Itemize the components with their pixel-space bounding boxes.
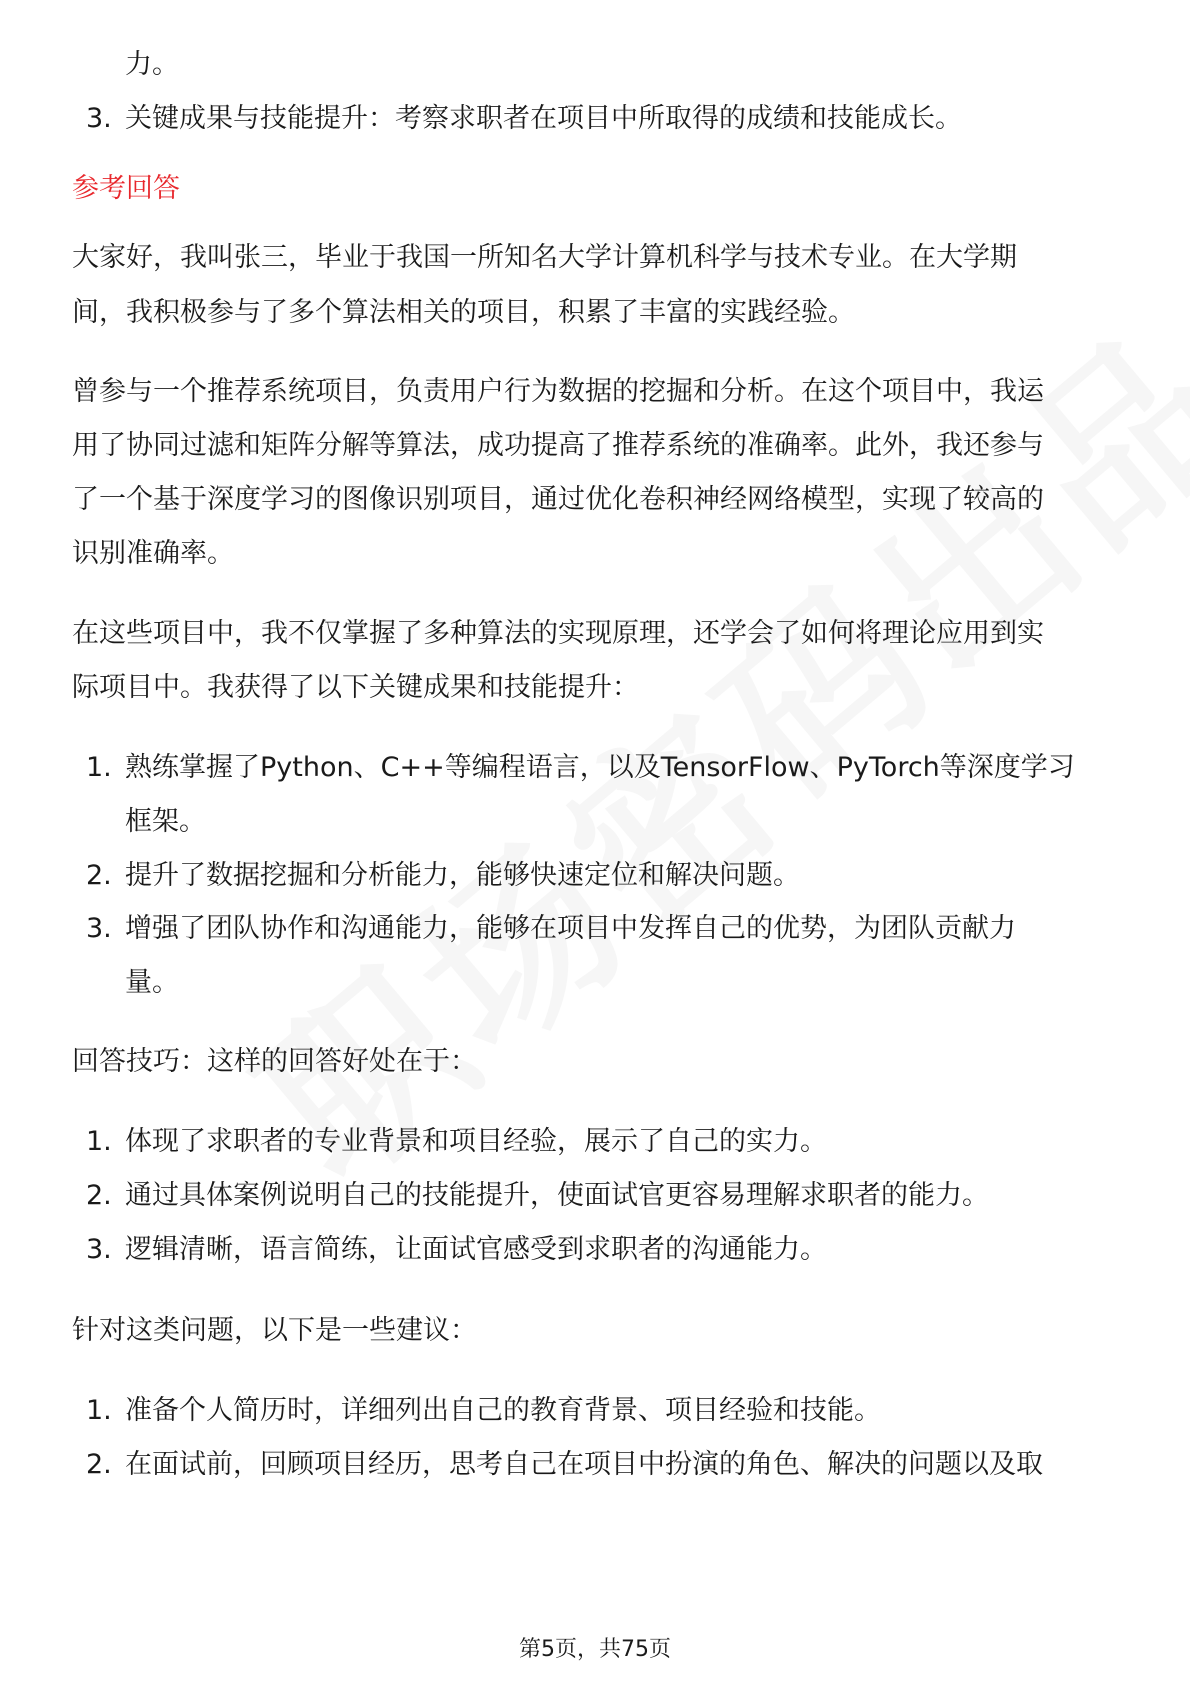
paragraph-line: 回答技巧：这样的回答好处在于： bbox=[72, 1046, 477, 1077]
list-number: 3. bbox=[86, 1234, 112, 1265]
paragraph-line: 用了协同过滤和矩阵分解等算法，成功提高了推荐系统的准确率。此外，我还参与 bbox=[72, 430, 1044, 461]
page-footer: 第5页，共75页 bbox=[519, 1637, 671, 1662]
list-number: 1. bbox=[86, 1395, 112, 1426]
paragraph-line: 曾参与一个推荐系统项目，负责用户行为数据的挖掘和分析。在这个项目中，我运 bbox=[72, 376, 1044, 407]
paragraph-line: 针对这类问题，以下是一些建议： bbox=[72, 1315, 477, 1346]
list-item-text: 关键成果与技能提升：考察求职者在项目中所取得的成绩和技能成长。 bbox=[125, 103, 962, 134]
paragraph-line: 识别准确率。 bbox=[72, 538, 234, 569]
list-item-text: 框架。 bbox=[125, 806, 206, 837]
paragraph-line: 了一个基于深度学习的图像识别项目，通过优化卷积神经网络模型，实现了较高的 bbox=[72, 484, 1044, 515]
list-number: 2. bbox=[86, 860, 112, 891]
list-item-text: 熟练掌握了Python、C++等编程语言，以及TensorFlow、PyTorch等深度学习 bbox=[125, 752, 1075, 783]
paragraph-line: 大家好，我叫张三，毕业于我国一所知名大学计算机科学与技术专业。在大学期 bbox=[72, 242, 1017, 273]
list-item-text: 提升了数据挖掘和分析能力，能够快速定位和解决问题。 bbox=[125, 860, 800, 891]
list-number: 2. bbox=[86, 1180, 112, 1211]
list-number: 2. bbox=[86, 1449, 112, 1480]
section-heading: 参考回答 bbox=[72, 173, 180, 204]
list-item-text: 量。 bbox=[125, 967, 179, 998]
list-number: 3. bbox=[86, 913, 112, 944]
list-item-text: 准备个人简历时，详细列出自己的教育背景、项目经验和技能。 bbox=[125, 1395, 881, 1426]
list-number: 1. bbox=[86, 1126, 112, 1157]
list-item-text: 逻辑清晰，语言简练，让面试官感受到求职者的沟通能力。 bbox=[125, 1234, 827, 1265]
list-item-text: 增强了团队协作和沟通能力，能够在项目中发挥自己的优势，为团队贡献力 bbox=[125, 913, 1016, 944]
list-item-text: 在面试前，回顾项目经历，思考自己在项目中扮演的角色、解决的问题以及取 bbox=[125, 1449, 1043, 1480]
list-item-text: 通过具体案例说明自己的技能提升，使面试官更容易理解求职者的能力。 bbox=[125, 1180, 989, 1211]
list-item-continuation: 力。 bbox=[125, 49, 179, 80]
paragraph-line: 际项目中。我获得了以下关键成果和技能提升： bbox=[72, 672, 639, 703]
list-item-text: 体现了求职者的专业背景和项目经验，展示了自己的实力。 bbox=[125, 1126, 827, 1157]
paragraph-line: 间，我积极参与了多个算法相关的项目，积累了丰富的实践经验。 bbox=[72, 297, 855, 328]
paragraph-line: 在这些项目中，我不仅掌握了多种算法的实现原理，还学会了如何将理论应用到实 bbox=[72, 618, 1044, 649]
list-number: 1. bbox=[86, 752, 112, 783]
list-number: 3. bbox=[86, 103, 112, 134]
